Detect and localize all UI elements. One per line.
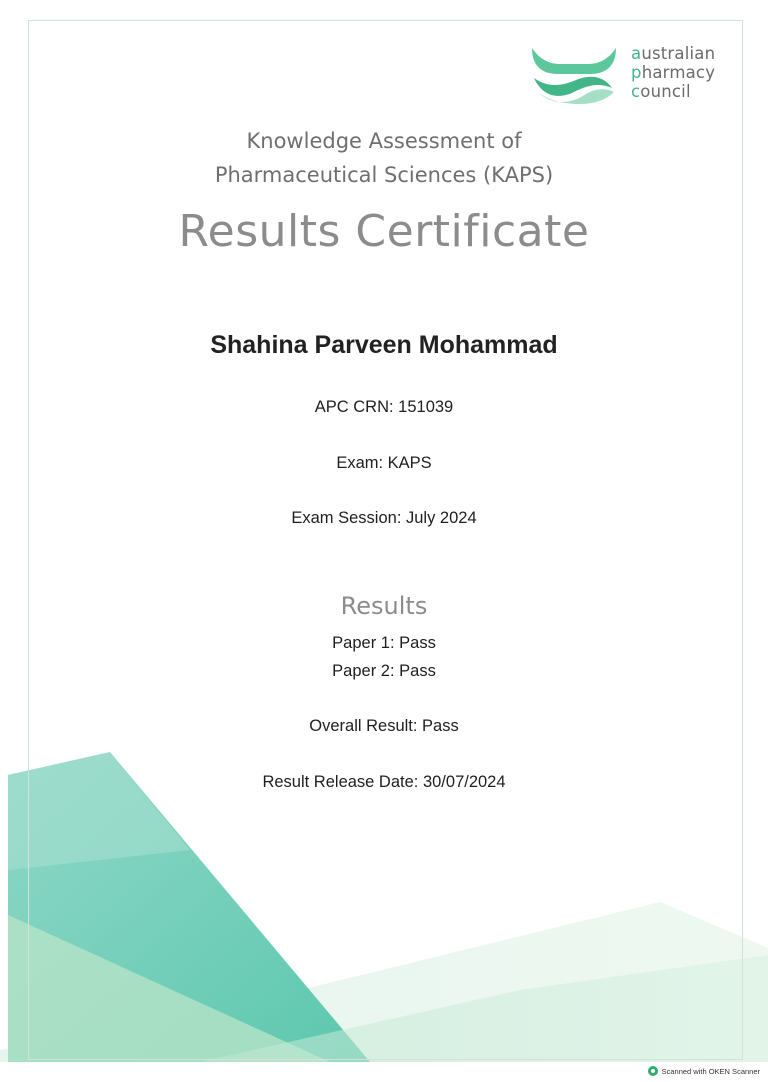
overall-result: Overall Result: Pass xyxy=(309,717,459,735)
exam-session: Exam Session: July 2024 xyxy=(291,509,477,527)
apc-logo-mark-icon xyxy=(528,42,620,106)
scanner-logo-icon xyxy=(648,1066,658,1076)
apc-crn: APC CRN: 151039 xyxy=(314,398,454,416)
results-heading: Results xyxy=(340,592,428,620)
apc-logo xyxy=(528,42,728,108)
exam-full-name: Knowledge Assessment of Pharmaceutical Sciences (KAPS) xyxy=(214,129,554,187)
logo-line-council: council xyxy=(631,82,691,101)
scanner-watermark xyxy=(648,1066,760,1076)
certificate-title: Results Certificate xyxy=(178,206,590,257)
exam-name: Exam: KAPS xyxy=(336,454,432,472)
logo-line-australian: australian xyxy=(631,44,716,63)
candidate-name: Shahina Parveen Mohammad xyxy=(210,331,558,359)
apc-logo-wordmark xyxy=(631,44,715,101)
result-release-date: Result Release Date: 30/07/2024 xyxy=(262,773,506,791)
paper-2-result: Paper 2: Pass xyxy=(332,662,436,680)
logo-line-pharmacy: pharmacy xyxy=(631,63,716,82)
scanner-text: Scanned with OKEN Scanner xyxy=(661,1066,760,1076)
paper-1-result: Paper 1: Pass xyxy=(332,634,436,652)
